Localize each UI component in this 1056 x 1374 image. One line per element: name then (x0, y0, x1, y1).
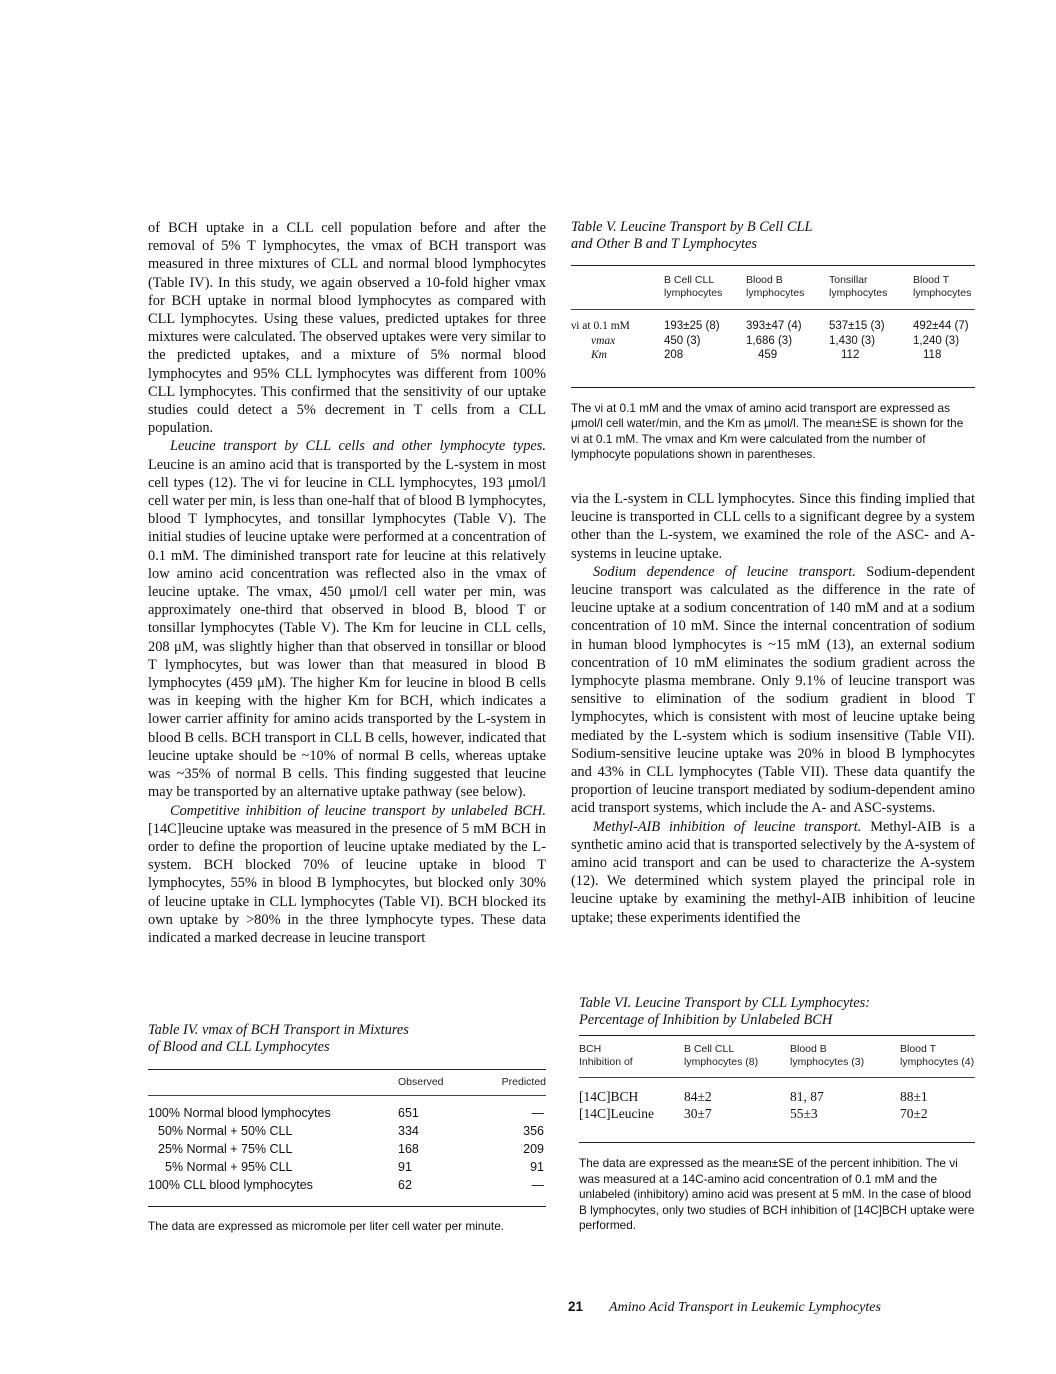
table-row (571, 348, 975, 363)
table-vi-col-header-line1: Blood B (790, 1043, 827, 1055)
table-vi-footnote: The data are expressed as the mean±SE of the percent inhibition. The νi was measured at a 14C-amino acid concentration of 0.1 mM and the unlabeled (inhibitory) amino acid was present at 5 mM. In the case of blood B lymphocytes, only two studies of BCH inhibition of [14C]BCH uptake were performed. (579, 1156, 975, 1232)
table-v-col-header (913, 274, 975, 300)
table-row (148, 1176, 546, 1194)
table-iv-header-row (148, 1076, 546, 1089)
table-v-bottom-rule (571, 387, 975, 388)
table-iv-predicted: 209 (523, 1142, 544, 1156)
right-column (571, 490, 975, 927)
table-iv-predicted: — (531, 1178, 544, 1192)
table-vi-cell: 70±2 (900, 1106, 928, 1121)
table-vi-cell: 81, 87 (790, 1089, 824, 1104)
table-vi-caption (579, 995, 975, 1029)
page-footer (568, 1299, 881, 1316)
table-v-cell: 118 (923, 349, 942, 361)
running-title: Amino Acid Transport in Leukemic Lymphocytes (609, 1300, 881, 1315)
table-v-cell: 450 (3) (664, 334, 701, 347)
table-vi-grid (579, 1043, 975, 1069)
table-v-col-header-line2: lymphocytes (746, 287, 805, 299)
table-vi-top-rule (579, 1035, 975, 1036)
table-vi-header-rule (579, 1077, 975, 1078)
table-v-caption-line1: Table V. Leucine Transport by B Cell CLL (571, 219, 813, 235)
table-iv-caption-line1: Table IV. νmax of BCH Transport in Mixtures (148, 1022, 409, 1038)
table-vi-caption-line2: Percentage of Inhibition by Unlabeled BCH (579, 1012, 833, 1028)
table-iv-observed: 651 (398, 1106, 419, 1120)
table-vi-col-header-line2: lymphocytes (8) (684, 1056, 759, 1068)
table-v-grid (571, 274, 975, 300)
right-paragraph-2-text: Sodium-dependent leucine transport was calculated as the difference in the rate of leucine uptake at a sodium concentration of 140 mM and at a sodium concentration of 10 mM. Since the internal concentration of sodium in human blood lymphocytes is ~15 mM (13), an external sodium concentration of 10 mM eliminates the sodium gradient across the lymphocyte plasma membrane. Only 9.1% of leucine transport was sensitive to elimination of the sodium gradient in blood T lymphocytes, which is consistent with most of leucine uptake being mediated by the L-system which is sodium insensitive (Table VII). Sodium-sensitive leucine uptake was 20% in blood B lymphocytes and 43% in CLL lymphocytes (Table VII). These data quantify the proportion of leucine transport mediated by sodium-dependent amino acid transport systems, which include the A- and ASC-systems. (571, 563, 975, 817)
left-paragraph-2-text: Leucine is an amino acid that is transported by the L-system in most cell types (12). The νi for leucine in CLL lymphocytes, 193 μmol/l cell water per min, is less than one-half that of blood B lymphocytes, blood T lymphocytes, and tonsillar lymphocytes (Table V). The initial studies of leucine uptake were performed at a concentration of 0.1 mM. The diminished transport rate for leucine at this relatively low amino acid concentration was reflected also in the νmax of leucine uptake. The νmax, 450 μmol/l cell water per min, was approximately one-third that observed in blood B, blood T or tonsillar lymphocytes (Table V). The Km for leucine in CLL cells, 208 μM, was slightly higher than that observed in tonsillar or blood T lymphocytes, but was lower than that measured in blood B lymphocytes (459 μM). The higher Km for leucine in blood B cells was in keeping with the higher Km for BCH, which indicates a lower carrier affinity for amino acids transported by the L-system in blood B cells. BCH transport in CLL B cells, however, indicated that leucine uptake should be ~10% of normal B cells, whereas uptake was ~35% of normal B cells. This finding suggested that leucine may be transported by an alternative uptake pathway (see below). (148, 456, 546, 801)
left-paragraph-3-heading: Competitive inhibition of leucine transport by unlabeled BCH. (170, 802, 546, 819)
table-vi-cell: 88±1 (900, 1089, 928, 1104)
table-row (148, 1140, 546, 1158)
table-vi-header-row (579, 1043, 975, 1069)
left-paragraph-3 (148, 802, 546, 948)
left-body-text (148, 219, 546, 947)
table-vi-row-label: [14C]Leucine (579, 1106, 654, 1121)
table-vi-cell: 84±2 (684, 1089, 712, 1104)
table-vi-col-header (790, 1043, 900, 1069)
table-v-footnote: The νi at 0.1 mM and the νmax of amino acid transport are expressed as μmol/l cell water/min, and the Km as μmol/l. The mean±SE is shown for the νi at 0.1 mM. The νmax and Km were calculated from the number of lymphocyte populations shown in parentheses. (571, 400, 964, 461)
table-v-col-header-line1: Tonsillar (829, 274, 868, 286)
table-v-caption-line2: and Other B and T Lymphocytes (571, 236, 757, 252)
table-vi (579, 995, 975, 1234)
table-vi-corner-line2: Inhibition of (579, 1056, 633, 1068)
table-v-cell: 1,686 (3) (746, 334, 793, 347)
table-iv-footnote: The data are expressed as micromole per liter cell water per minute. (148, 1219, 505, 1233)
table-vi-col-header (684, 1043, 790, 1069)
table-iv-col-predicted: Predicted (501, 1076, 546, 1088)
table-v-col-header (746, 274, 829, 300)
table-row (579, 1105, 975, 1122)
table-vi-cell: 30±7 (684, 1106, 712, 1121)
table-v-col-header (829, 274, 913, 300)
table-v-col-header-line2: lymphocytes (829, 287, 888, 299)
table-iv-body (148, 1104, 546, 1194)
table-vi-col-header-line1: Blood T (900, 1043, 936, 1055)
left-paragraph-3-text: [14C]leucine uptake was measured in the presence of 5 mM BCH in order to define the proportion of leucine uptake mediated by the L-system. BCH blocked 70% of leucine uptake in blood T lymphocytes, 55% in blood B lymphocytes, but blocked only 30% of leucine uptake in CLL lymphocytes (Table VI). BCH blocked its own uptake by >80% in the three lymphocyte types. These data indicated a marked decrease in leucine transport (148, 820, 546, 946)
table-row (571, 334, 975, 349)
table-iv-predicted: 356 (523, 1124, 544, 1138)
table-iv-row-label: 5% Normal + 95% CLL (165, 1160, 293, 1174)
table-v-cell: 393±47 (4) (746, 320, 802, 332)
table-v-row-label: νi at 0.1 mM (571, 320, 630, 332)
table-vi-col-header (900, 1043, 975, 1069)
left-paragraph-1: of BCH uptake in a CLL cell population before and after the removal of 5% T lymphocytes, the νmax of BCH transport was measured in three mixtures of CLL and normal blood lymphocytes (Table IV). In this study, we again observed a 10-fold higher νmax for BCH uptake in normal blood lymphocytes as compared with CLL lymphocytes. Using these values, predicted uptakes for three mixtures were calculated. The observed uptakes were very similar to the predicted uptakes, and a mixture of 5% normal blood lymphocytes and 95% CLL lymphocytes was different from 100% CLL lymphocytes. This confirmed that the sensitivity of our uptake studies could detect a 5% decrement in T cells from a CLL population. (148, 220, 546, 437)
table-iv-predicted: — (531, 1106, 544, 1120)
table-iv-grid (148, 1076, 546, 1089)
right-paragraph-3 (571, 818, 975, 927)
table-v-header-rule (571, 309, 975, 310)
table-vi-col-header-line2: lymphocytes (3) (790, 1056, 865, 1068)
right-paragraph-2-heading: Sodium dependence of leucine transport. (593, 563, 856, 580)
table-v (571, 219, 975, 463)
table-iv-row-label: 100% CLL blood lymphocytes (148, 1178, 313, 1192)
table-vi-corner-line1: BCH (579, 1043, 602, 1055)
left-column (148, 219, 546, 947)
table-iv-row-label: 100% Normal blood lymphocytes (148, 1106, 331, 1120)
table-v-row-label: νmax (591, 334, 616, 347)
table-iv-top-rule (148, 1069, 546, 1070)
table-iv-bottom-rule (148, 1206, 546, 1207)
table-vi-body (579, 1088, 975, 1122)
table-vi-caption-line1: Table VI. Leucine Transport by CLL Lymphocytes: (579, 995, 870, 1011)
right-body-text (571, 490, 975, 927)
right-paragraph-3-heading: Methyl-AIB inhibition of leucine transport. (593, 818, 862, 835)
right-paragraph-1: via the L-system in CLL lymphocytes. Since this finding implied that leucine is transported in CLL cells to a significant degree by a system other than the L-system, we examined the role of the ASC- and A-systems in leucine uptake. (571, 491, 975, 562)
table-v-col-header-line1: Blood T (913, 274, 949, 286)
table-v-cell: 1,240 (3) (913, 334, 960, 347)
table-v-col-header-line1: B Cell CLL (664, 274, 715, 286)
table-v-row-label: Km (591, 349, 607, 361)
table-v-cell: 208 (664, 349, 684, 361)
table-vi-corner (579, 1043, 684, 1069)
table-vi-col-header-line1: B Cell CLL (684, 1043, 735, 1055)
table-v-col-header-line2: lymphocytes (913, 287, 972, 299)
table-row (579, 1088, 975, 1105)
table-vi-col-header-line2: lymphocytes (4) (900, 1056, 975, 1068)
table-v-cell: 492±44 (7) (913, 320, 969, 332)
table-v-col-header (664, 274, 746, 300)
table-iv-row-label: 25% Normal + 75% CLL (158, 1142, 293, 1156)
page-number: 21 (568, 1299, 584, 1314)
table-iv-caption (148, 1022, 546, 1056)
right-paragraph-3-text: Methyl-AIB is a synthetic amino acid that is transported selectively by the A-system of amino acid transport and can be used to characterize the A-system (12). We determined which system played the principal role in leucine uptake by examining the methyl-AIB inhibition of leucine uptake; these experiments identified the (571, 818, 975, 926)
table-iv-caption-line2: of Blood and CLL Lymphocytes (148, 1039, 330, 1055)
table-v-caption (571, 219, 975, 253)
table-iv-predicted: 91 (530, 1160, 544, 1174)
table-v-cell: 459 (758, 349, 778, 361)
table-vi-cell: 55±3 (790, 1106, 818, 1121)
table-row (148, 1104, 546, 1122)
table-iv-observed: 91 (398, 1160, 412, 1174)
table-v-header-row (571, 274, 975, 300)
table-v-cell: 193±25 (8) (664, 320, 720, 332)
table-v-body (571, 319, 975, 363)
table-v-col-header-line2: lymphocytes (664, 287, 723, 299)
left-paragraph-2 (148, 437, 546, 801)
table-row (571, 319, 975, 334)
table-v-cell: 1,430 (3) (829, 334, 876, 347)
table-iv-col-observed: Observed (398, 1076, 444, 1088)
table-v-col-header-line1: Blood B (746, 274, 783, 286)
table-row (148, 1158, 546, 1176)
table-iv-header-rule (148, 1095, 546, 1096)
table-iv-observed: 62 (398, 1178, 412, 1192)
table-v-top-rule (571, 265, 975, 266)
table-iv-observed: 334 (398, 1124, 419, 1138)
table-v-cell: 537±15 (3) (829, 320, 885, 332)
table-vi-row-label: [14C]BCH (579, 1089, 639, 1104)
right-paragraph-2 (571, 563, 975, 818)
table-iv-observed: 168 (398, 1142, 419, 1156)
table-iv (148, 1022, 546, 1235)
table-iv-row-label: 50% Normal + 50% CLL (158, 1124, 293, 1138)
left-paragraph-2-heading: Leucine transport by CLL cells and other lymphocyte types. (170, 438, 546, 455)
table-v-cell: 112 (841, 349, 860, 361)
table-row (148, 1122, 546, 1140)
table-vi-bottom-rule (579, 1142, 975, 1143)
